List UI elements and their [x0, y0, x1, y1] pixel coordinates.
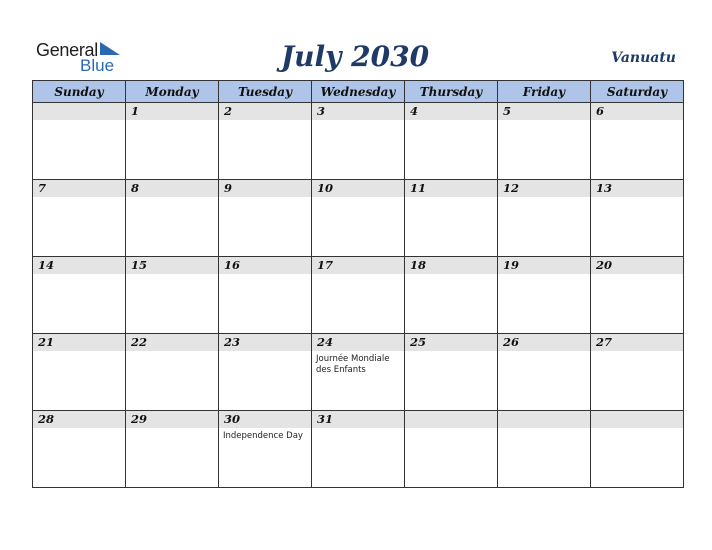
- day-number: 21: [33, 334, 125, 351]
- day-number: 26: [498, 334, 590, 351]
- day-cell: [219, 257, 312, 334]
- day-number: [498, 411, 590, 428]
- calendar-grid: [32, 80, 684, 488]
- day-cell: [591, 334, 684, 411]
- day-cell: [405, 334, 498, 411]
- day-number: 27: [591, 334, 683, 351]
- day-cell: [219, 334, 312, 411]
- generalblue-logo: [36, 40, 126, 74]
- weekday-header-row: [33, 81, 684, 103]
- day-number: 30: [219, 411, 311, 428]
- week-row: [33, 334, 684, 411]
- week-row: [33, 180, 684, 257]
- weekday-header: Friday: [498, 81, 591, 103]
- day-number: 31: [312, 411, 404, 428]
- day-number: 11: [405, 180, 497, 197]
- day-cell: [126, 180, 219, 257]
- day-cell: [126, 103, 219, 180]
- day-number: 15: [126, 257, 218, 274]
- day-number: 3: [312, 103, 404, 120]
- calendar-title: July 2030: [280, 40, 430, 73]
- day-cell: [219, 411, 312, 488]
- day-cell: [312, 411, 405, 488]
- day-cell: [405, 411, 498, 488]
- day-number: 1: [126, 103, 218, 120]
- day-number: 19: [498, 257, 590, 274]
- day-number: 29: [126, 411, 218, 428]
- day-number: 20: [591, 257, 683, 274]
- day-cell: [33, 180, 126, 257]
- day-number: [405, 411, 497, 428]
- day-number: 6: [591, 103, 683, 120]
- day-number: [591, 411, 683, 428]
- day-cell: [498, 257, 591, 334]
- day-cell: [591, 103, 684, 180]
- day-cell: [126, 411, 219, 488]
- day-number: [33, 103, 125, 120]
- day-number: 5: [498, 103, 590, 120]
- day-cell: [33, 103, 126, 180]
- day-cell: [219, 103, 312, 180]
- logo-triangle-icon: [100, 42, 122, 56]
- day-cell: [405, 180, 498, 257]
- day-cell: [591, 257, 684, 334]
- day-number: 8: [126, 180, 218, 197]
- weekday-header: Monday: [126, 81, 219, 103]
- day-number: 24: [312, 334, 404, 351]
- holiday-label: Journée Mondiale des Enfants: [316, 354, 390, 375]
- day-number: 12: [498, 180, 590, 197]
- day-number: 25: [405, 334, 497, 351]
- day-number: 9: [219, 180, 311, 197]
- holiday-label: Independence Day: [223, 431, 303, 441]
- weekday-header: Sunday: [33, 81, 126, 103]
- day-number: 18: [405, 257, 497, 274]
- day-cell: [33, 334, 126, 411]
- day-number: 4: [405, 103, 497, 120]
- day-number: 10: [312, 180, 404, 197]
- day-cell: [312, 103, 405, 180]
- day-number: 28: [33, 411, 125, 428]
- day-cell: [219, 180, 312, 257]
- day-cell: [33, 257, 126, 334]
- weekday-header: Tuesday: [219, 81, 312, 103]
- day-number: 23: [219, 334, 311, 351]
- day-cell: [126, 334, 219, 411]
- day-cell: [498, 180, 591, 257]
- day-number: 14: [33, 257, 125, 274]
- day-cell: [405, 103, 498, 180]
- day-cell: [498, 411, 591, 488]
- weekday-header: Thursday: [405, 81, 498, 103]
- week-row: [33, 103, 684, 180]
- day-cell: [405, 257, 498, 334]
- week-row: [33, 257, 684, 334]
- day-cell: [126, 257, 219, 334]
- weekday-header: Saturday: [591, 81, 684, 103]
- logo-word-general: General: [36, 40, 98, 60]
- week-row: [33, 411, 684, 488]
- day-number: 2: [219, 103, 311, 120]
- day-cell: [312, 180, 405, 257]
- day-number: 16: [219, 257, 311, 274]
- day-cell: [33, 411, 126, 488]
- day-number: 17: [312, 257, 404, 274]
- logo-word-blue: Blue: [80, 56, 115, 75]
- day-number: 7: [33, 180, 125, 197]
- country-name: Vanuatu: [611, 50, 676, 66]
- day-number: 13: [591, 180, 683, 197]
- day-cell: [498, 334, 591, 411]
- day-cell: [591, 411, 684, 488]
- day-cell: [591, 180, 684, 257]
- day-cell: [498, 103, 591, 180]
- day-cell: [312, 334, 405, 411]
- weekday-header: Wednesday: [312, 81, 405, 103]
- day-cell: [312, 257, 405, 334]
- day-number: 22: [126, 334, 218, 351]
